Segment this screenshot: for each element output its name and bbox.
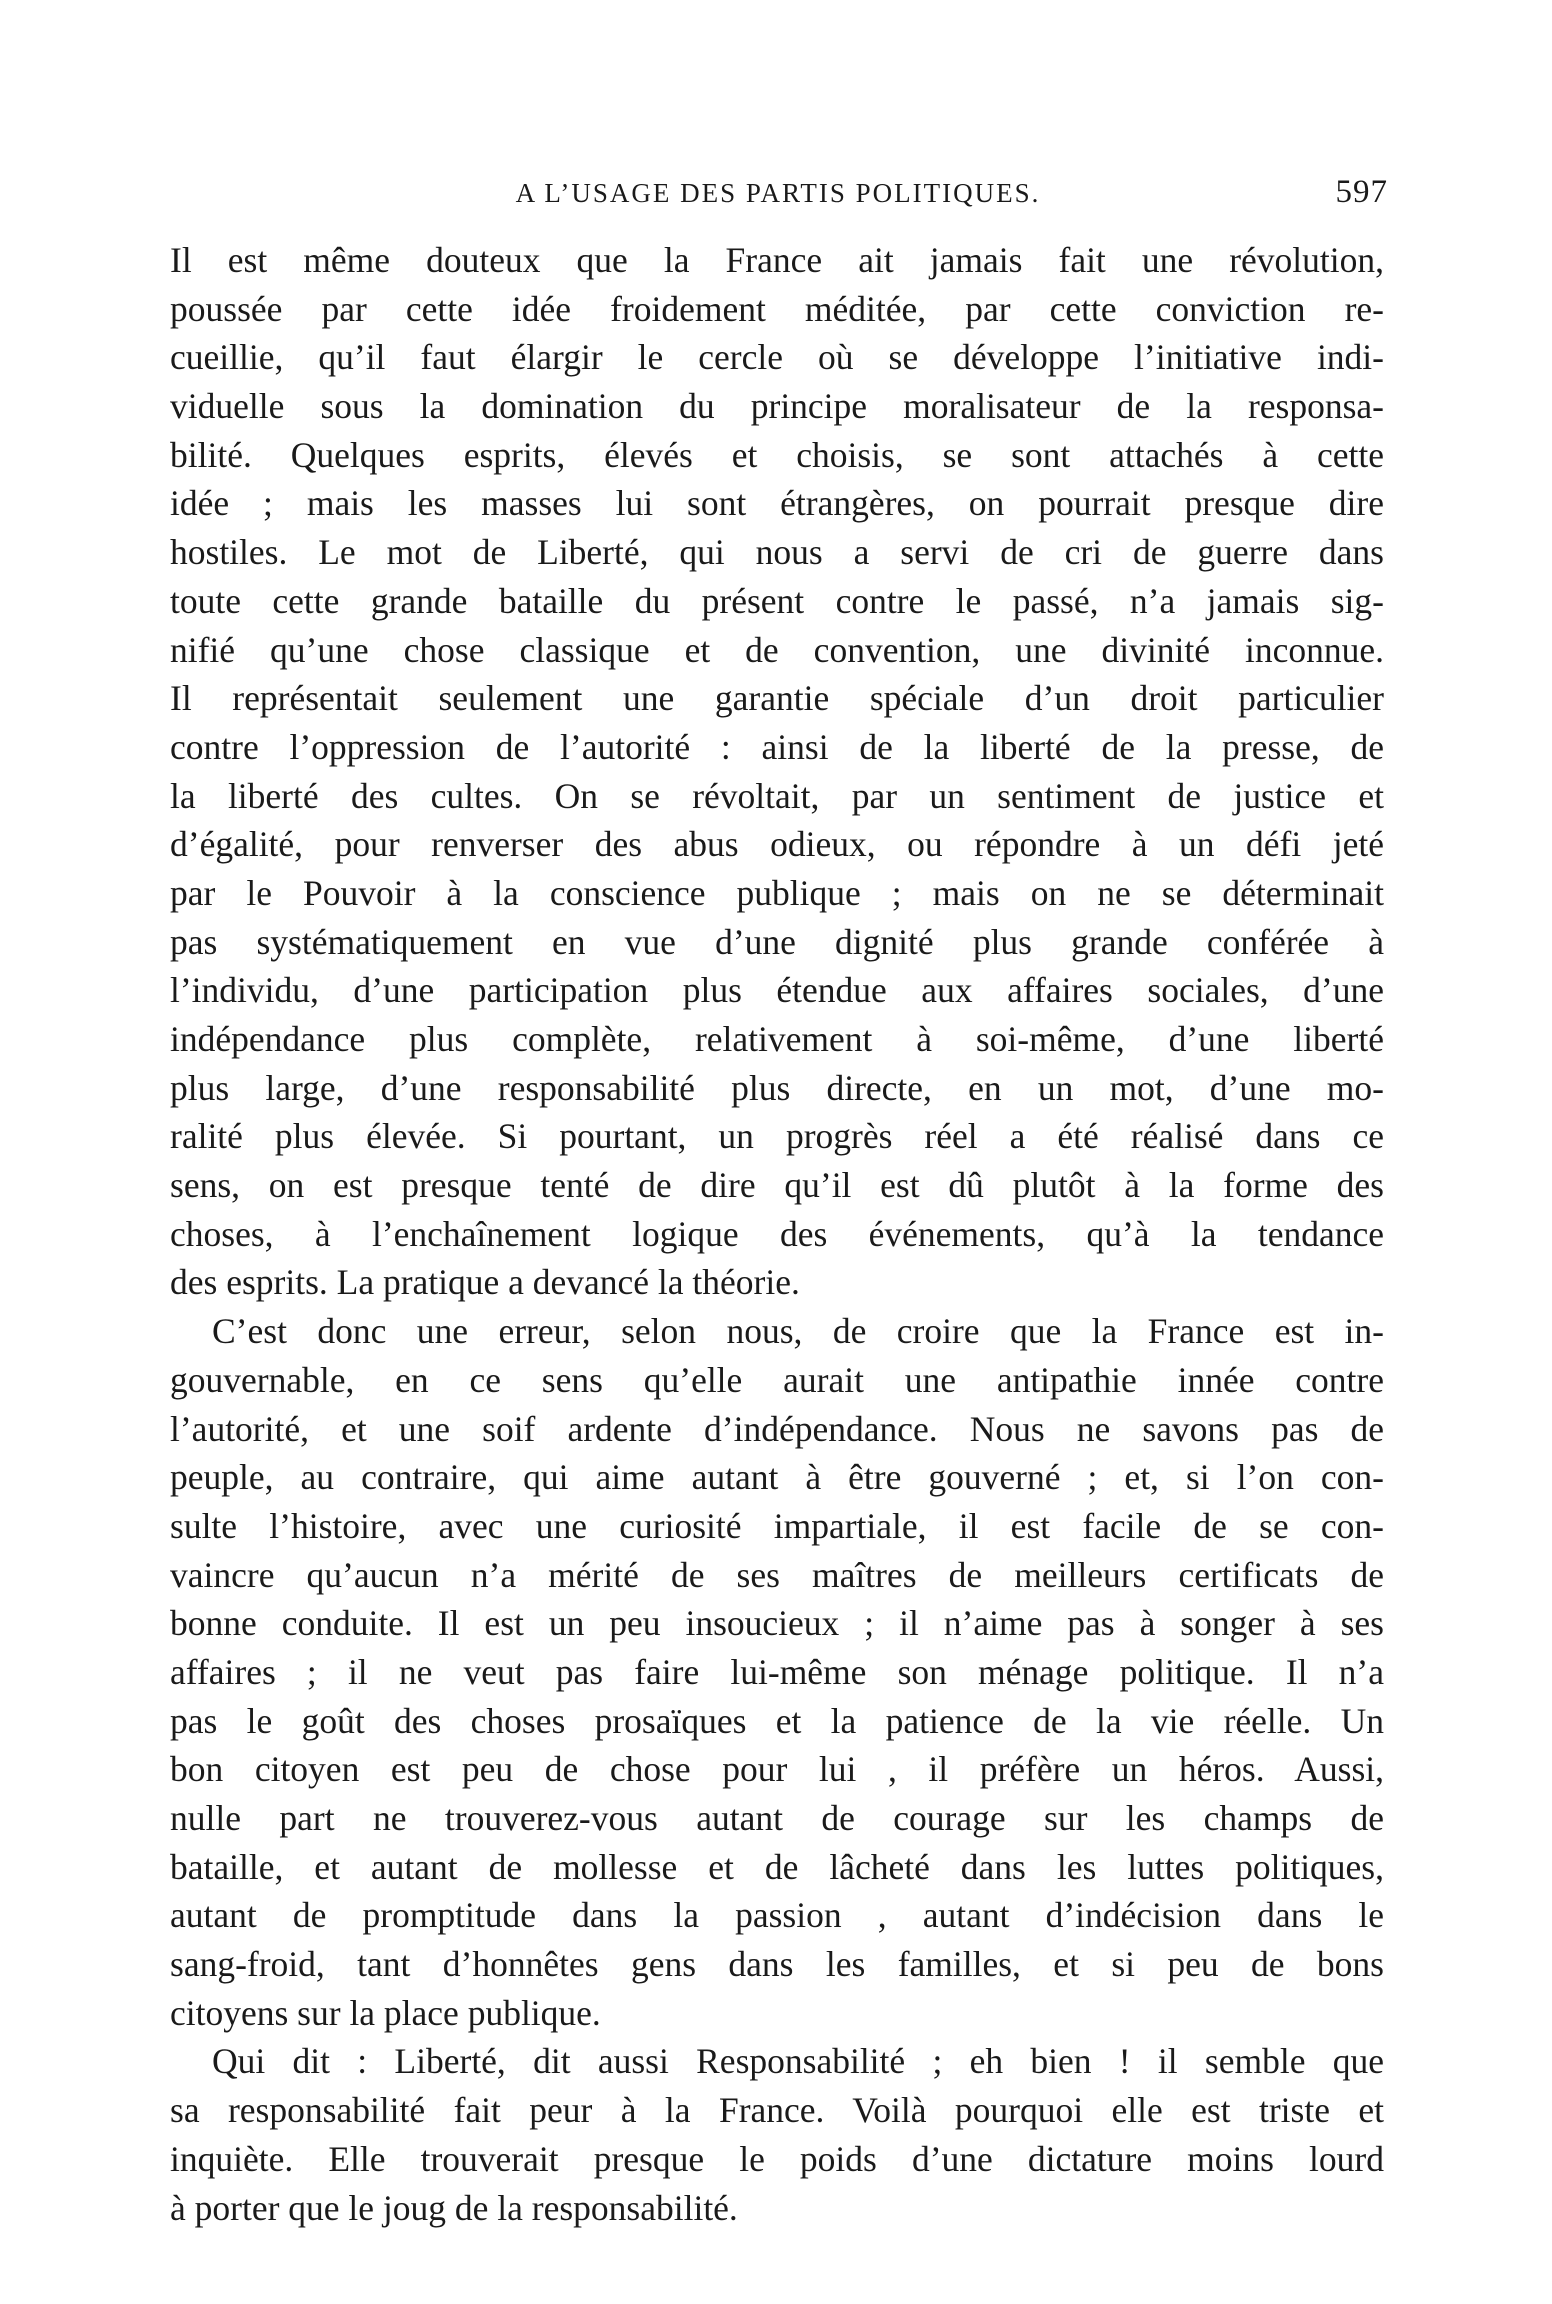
- text-line: hostiles. Le mot de Liberté, qui nous a servi de cri de guerre dans: [170, 532, 1384, 573]
- text-line: poussée par cette idée froidement méditée, par cette conviction re-: [170, 288, 1384, 329]
- text-line: nifié qu’une chose classique et de convention, une divinité inconnue.: [170, 629, 1384, 670]
- text-line: sang-froid, tant d’honnêtes gens dans les familles, et si peu de bons: [170, 1944, 1384, 1985]
- text-line: vaincre qu’aucun n’a mérité de ses maîtres de meilleurs certificats de: [170, 1554, 1384, 1595]
- text-line: par le Pouvoir à la conscience publique ; mais on ne se déterminait: [170, 872, 1384, 913]
- text-line: viduelle sous la domination du principe moralisateur de la responsa-: [170, 386, 1384, 427]
- text-line: sulte l’histoire, avec une curiosité impartiale, il est facile de se con-: [170, 1505, 1384, 1546]
- text-line: cueillie, qu’il faut élargir le cercle où se développe l’initiative indi-: [170, 337, 1384, 378]
- text-line: la liberté des cultes. On se révoltait, par un sentiment de justice et: [170, 775, 1384, 816]
- text-line: autant de promptitude dans la passion , autant d’indécision dans le: [170, 1895, 1384, 1936]
- running-title: A L’USAGE DES PARTIS POLITIQUES.: [515, 178, 1041, 208]
- paragraph: [170, 236, 1384, 1307]
- text-line: sa responsabilité fait peur à la France. Voilà pourquoi elle est triste et: [170, 2090, 1384, 2131]
- text-line: affaires ; il ne veut pas faire lui-même son ménage politique. Il n’a: [170, 1651, 1384, 1692]
- text-line: peuple, au contraire, qui aime autant à être gouverné ; et, si l’on con-: [170, 1457, 1384, 1498]
- text-line: Qui dit : Liberté, dit aussi Responsabilité ; eh bien ! il semble que: [212, 2041, 1384, 2082]
- text-line: Il est même douteux que la France ait jamais fait une révolution,: [170, 240, 1384, 280]
- text-line: à porter que le joug de la responsabilité.: [170, 2187, 738, 2228]
- text-line: C’est donc une erreur, selon nous, de croire que la France est in-: [212, 1311, 1384, 1352]
- paragraph: [170, 2037, 1384, 2232]
- text-line: nulle part ne trouverez-vous autant de courage sur les champs de: [170, 1798, 1384, 1838]
- text-line: ralité plus élevée. Si pourtant, un progrès réel a été réalisé dans ce: [170, 1116, 1384, 1157]
- text-line: pas systématiquement en vue d’une dignité plus grande conférée à: [170, 921, 1384, 962]
- text-line: plus large, d’une responsabilité plus directe, en un mot, d’une mo-: [170, 1067, 1384, 1108]
- page-number: 597: [1335, 174, 1388, 210]
- text-line: choses, à l’enchaînement logique des événements, qu’à la tendance: [170, 1213, 1384, 1254]
- text-line: l’individu, d’une participation plus étendue aux affaires sociales, d’une: [170, 970, 1384, 1011]
- text-line: toute cette grande bataille du présent contre le passé, n’a jamais sig-: [170, 580, 1384, 621]
- text-line: bataille, et autant de mollesse et de lâcheté dans les luttes politiques,: [170, 1846, 1384, 1887]
- text-line: gouvernable, en ce sens qu’elle aurait une antipathie innée contre: [170, 1359, 1384, 1400]
- text-line: d’égalité, pour renverser des abus odieux, ou répondre à un défi jeté: [170, 824, 1384, 865]
- text-line: indépendance plus complète, relativement à soi-même, d’une liberté: [170, 1019, 1384, 1059]
- text-line: Il représentait seulement une garantie spéciale d’un droit particulier: [170, 678, 1384, 719]
- text-line: bilité. Quelques esprits, élevés et choisis, se sont attachés à cette: [170, 434, 1384, 475]
- text-line: idée ; mais les masses lui sont étrangères, on pourrait presque dire: [170, 483, 1384, 524]
- text-line: pas le goût des choses prosaïques et la patience de la vie réelle. Un: [170, 1700, 1384, 1741]
- text-line: bonne conduite. Il est un peu insoucieux ; il n’aime pas à songer à ses: [170, 1603, 1384, 1644]
- paragraph: [170, 1307, 1384, 2037]
- text-line: l’autorité, et une soif ardente d’indépendance. Nous ne savons pas de: [170, 1408, 1384, 1449]
- text-line: des esprits. La pratique a devancé la théorie.: [170, 1262, 800, 1303]
- text-line: inquiète. Elle trouverait presque le poids d’une dictature moins lourd: [170, 2138, 1384, 2179]
- text-line: contre l’oppression de l’autorité : ainsi de la liberté de la presse, de: [170, 726, 1384, 767]
- text-line: sens, on est presque tenté de dire qu’il est dû plutôt à la forme des: [170, 1165, 1384, 1206]
- text-line: citoyens sur la place publique.: [170, 1992, 601, 2033]
- text-line: bon citoyen est peu de chose pour lui , il préfère un héros. Aussi,: [170, 1749, 1384, 1790]
- body-text: [170, 236, 1384, 2232]
- running-header: [168, 170, 1388, 220]
